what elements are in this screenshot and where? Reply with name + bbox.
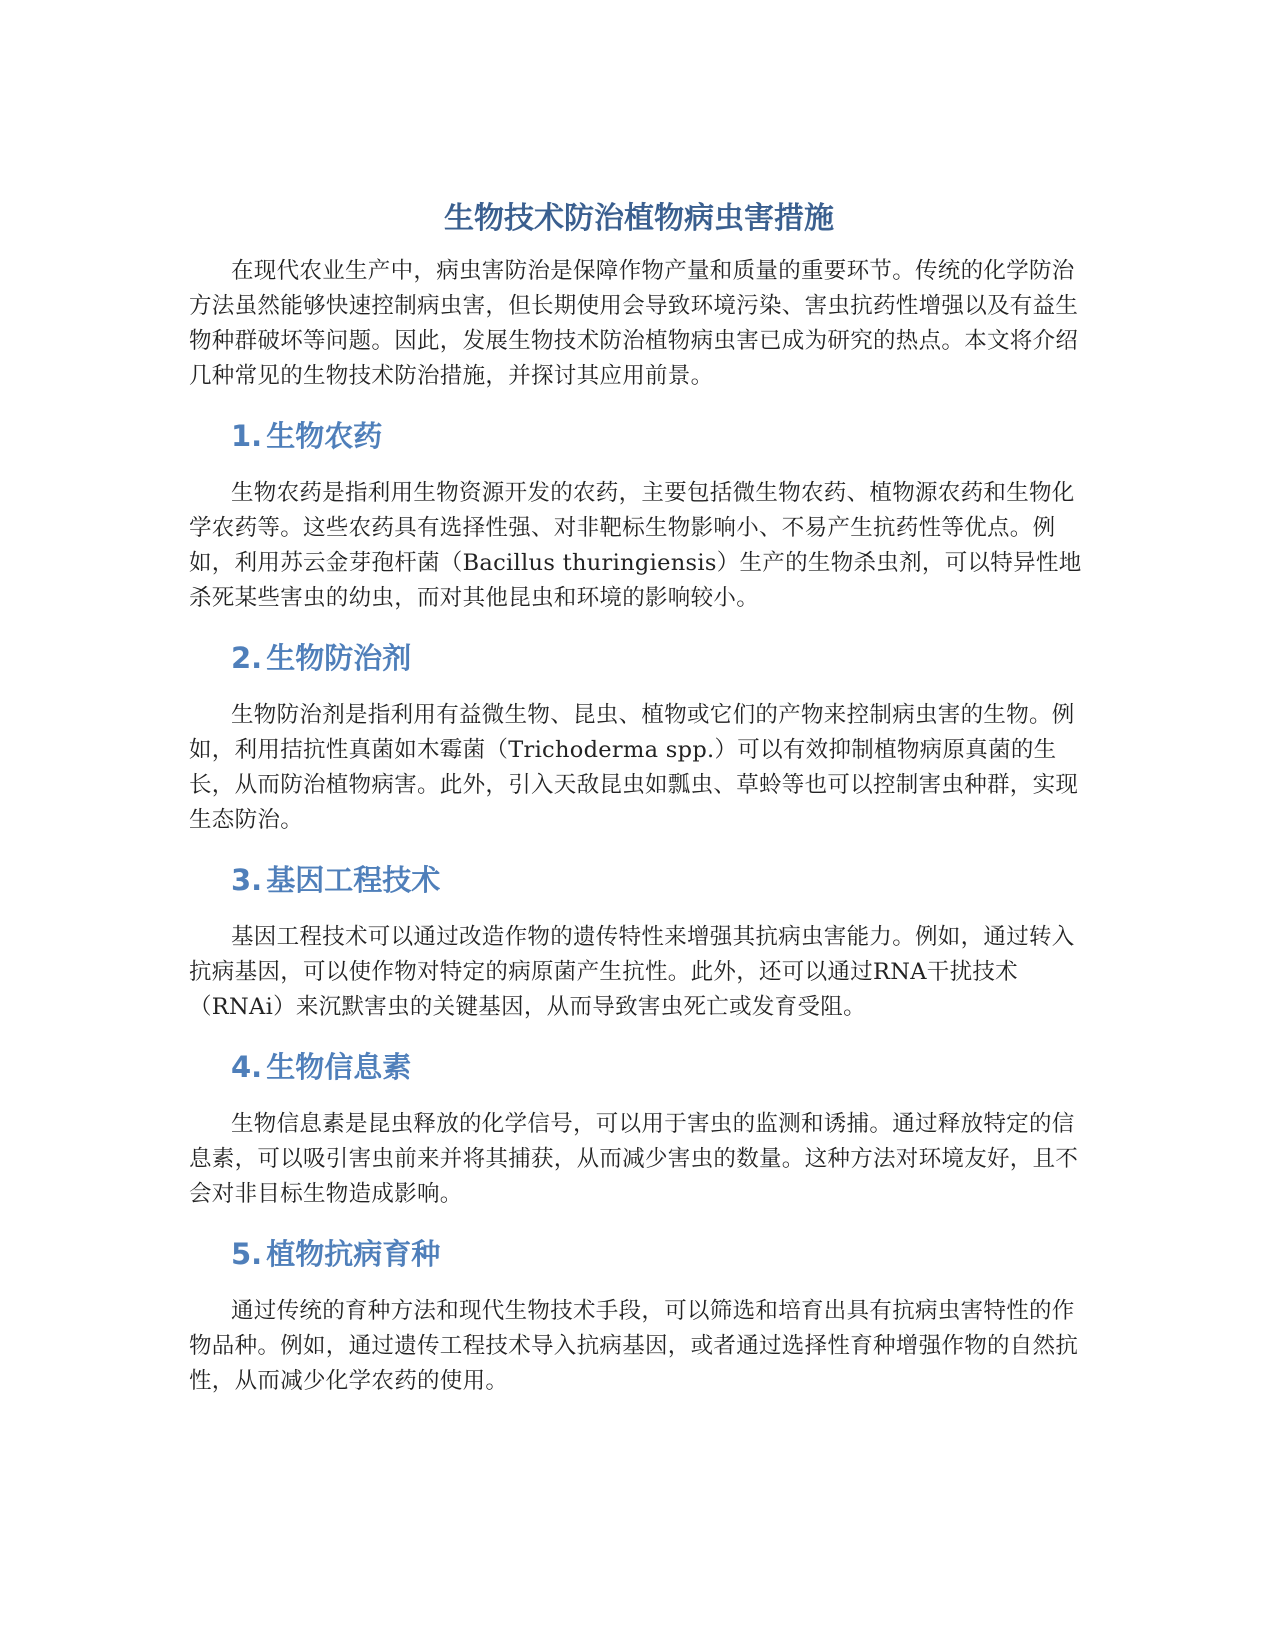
section-pheromones: [189, 1047, 1089, 1212]
section-heading: [231, 1047, 1089, 1087]
section-number: 1.: [231, 419, 263, 453]
section-number: 3.: [231, 863, 263, 897]
section-paragraph: 生物农药是指利用生物资源开发的农药，主要包括微生物农药、植物源农药和生物化学农药等。这些农药具有选择性强、对非靶标生物影响小、不易产生抗药性等优点。例如，利用苏云金芽孢杆菌（Bacillus thuringiensis）生产的生物杀虫剂，可以特异性地杀死某些害虫的幼虫，而对其他昆虫和环境的影响较小。: [189, 480, 1082, 611]
section-paragraph: 通过传统的育种方法和现代生物技术手段，可以筛选和培育出具有抗病虫害特性的作物品种。例如，通过遗传工程技术导入抗病基因，或者通过选择性育种增强作物的自然抗性，从而减少化学农药的使用。: [189, 1298, 1079, 1394]
section-title: 生物防治剂: [266, 641, 412, 675]
section-heading: [231, 638, 1089, 678]
section-biocontrol-agents: [189, 638, 1089, 838]
section-paragraph: 基因工程技术可以通过改造作物的遗传特性来增强其抗病虫害能力。例如，通过转入抗病基因，可以使作物对特定的病原菌产生抗性。此外，还可以通过RNA干扰技术（RNAi）来沉默害虫的关键基因，从而导致害虫死亡或发育受阻。: [189, 924, 1075, 1020]
section-heading: [231, 1234, 1089, 1274]
section-paragraph: 生物信息素是昆虫释放的化学信号，可以用于害虫的监测和诱捕。通过释放特定的信息素，可以吸引害虫前来并将其捕获，从而减少害虫的数量。这种方法对环境友好，且不会对非目标生物造成影响。: [189, 1111, 1079, 1207]
section-number: 4.: [231, 1050, 263, 1084]
intro-paragraph: 在现代农业生产中，病虫害防治是保障作物产量和质量的重要环节。传统的化学防治方法虽然能够快速控制病虫害，但长期使用会导致环境污染、害虫抗药性增强以及有益生物种群破坏等问题。因此，发展生物技术防治植物病虫害已成为研究的热点。本文将介绍几种常见的生物技术防治措施，并探讨其应用前景。: [189, 258, 1079, 389]
section-resistance-breeding: [189, 1234, 1089, 1399]
section-title: 基因工程技术: [266, 863, 441, 897]
section-title: 生物信息素: [266, 1050, 412, 1084]
section-number: 2.: [231, 641, 263, 675]
section-paragraph: 生物防治剂是指利用有益微生物、昆虫、植物或它们的产物来控制病虫害的生物。例如，利用拮抗性真菌如木霉菌（Trichoderma spp.）可以有效抑制植物病原真菌的生长，从而防治植物病害。此外，引入天敌昆虫如瓢虫、草蛉等也可以控制害虫种群，实现生态防治。: [189, 702, 1079, 833]
section-biopesticides: [189, 416, 1089, 616]
section-genetic-engineering: [189, 860, 1089, 1025]
section-heading: [231, 860, 1089, 900]
section-heading: [231, 416, 1089, 456]
section-number: 5.: [231, 1237, 263, 1271]
section-title: 植物抗病育种: [266, 1237, 441, 1271]
page-title: 生物技术防治植物病虫害措施: [444, 201, 834, 236]
section-title: 生物农药: [266, 419, 383, 453]
document-body: [189, 196, 1089, 1399]
